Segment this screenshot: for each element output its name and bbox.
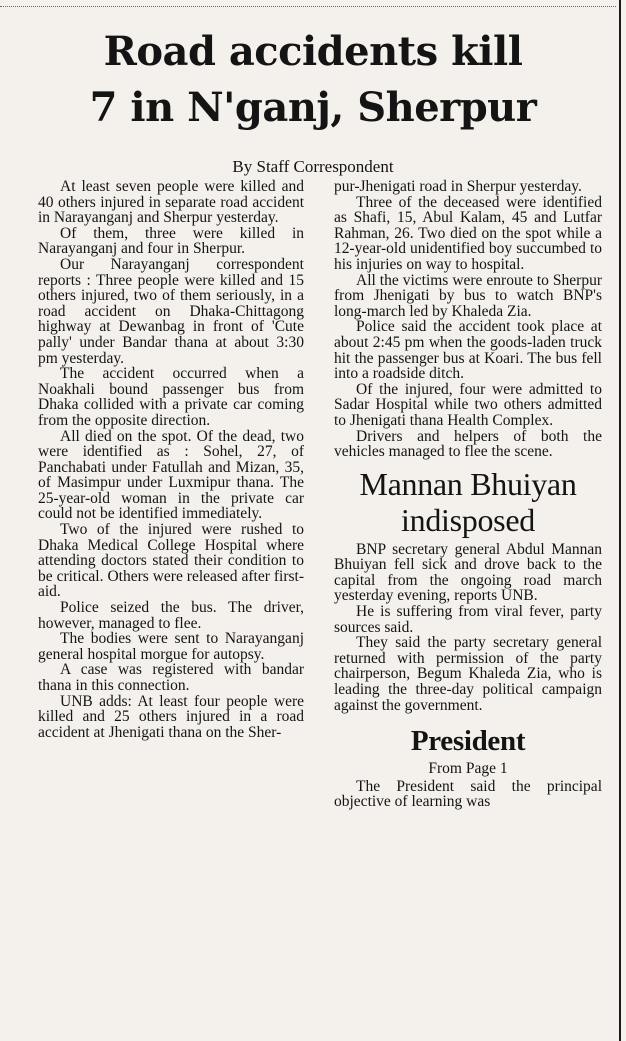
president-headline: President <box>410 725 526 758</box>
headline-line-2: 7 in N'ganj, Sherpur <box>89 84 537 131</box>
paragraph: Drivers and helpers of both the vehicles managed to flee the scene. <box>334 427 602 461</box>
paragraph: All the victims were enroute to Sherpur from Jhenigati by bus to watch BNP's long-march led by Khaleda Zia. <box>334 271 602 320</box>
mannan-headline-line-2: indisposed <box>401 501 535 538</box>
top-dotted-rule <box>0 0 626 7</box>
mannan-headline <box>334 466 602 538</box>
paragraph: At least seven people were killed and 40 others injured in separate road accident in Narayanganj and Sherpur yesterday. <box>38 178 304 227</box>
left-column <box>38 179 304 740</box>
continued-from-label: From Page 1 <box>428 760 508 778</box>
paragraph: He is suffering from viral fever, party sources said. <box>334 603 602 636</box>
headline-line-1: Road accidents kill <box>103 28 523 75</box>
paragraph: The bodies were sent to Narayanganj general hospital morgue for autopsy. <box>38 630 304 663</box>
paragraph: pur-Jhenigati road in Sherpur yesterday. <box>334 178 582 195</box>
byline: By Staff Correspondent <box>232 157 394 176</box>
paragraph: Police said the accident took place at about 2:45 pm when the goods-laden truck hit the passenger bus at Koari. The bus fell into a roadside ditch. <box>334 318 602 383</box>
paragraph: Three of the deceased were identified as Shafi, 15, Abul Kalam, 45 and Lutfar Rahman, 26. Two died on the spot while a 12-year-old unidentified boy succumbed to his injuries on way to hospital. <box>334 193 602 273</box>
paragraph: UNB adds: At least four people were killed and 25 others injured in a road accident at Jhenigati thana on the Sher- <box>38 692 304 741</box>
paragraph: The President said the principal objective of learning was <box>334 777 602 811</box>
paragraph: The accident occurred when a Noakhali bound passenger bus from Dhaka collided with a private car coming from the opposite direction. <box>38 365 304 429</box>
paragraph: Two of the injured were rushed to Dhaka Medical College Hospital where attending doctors stated their condition to be critical. Others were released after first-aid. <box>38 521 304 601</box>
main-headline <box>0 24 626 136</box>
paragraph: BNP secretary general Abdul Mannan Bhuiyan fell sick and drove back to the capital from the ongoing road march yesterday evening, reports UNB. <box>334 540 602 605</box>
right-column <box>334 179 602 810</box>
paragraph: All died on the spot. Of the dead, two were identified as : Sohel, 27, of Panchabati under Fatullah and Mizan, 35, of Masimpur under Luxmipur thana. The 25-year-old woman in the private car could not be identified immediately. <box>38 427 304 523</box>
paragraph: Of them, three were killed in Narayanganj and four in Sherpur. <box>38 224 304 258</box>
paragraph: Police seized the bus. The driver, however, managed to flee. <box>38 599 304 632</box>
mannan-headline-line-1: Mannan Bhuiyan <box>359 465 577 502</box>
paragraph: A case was registered with bandar thana in this connection. <box>38 661 304 694</box>
paragraph: Our Narayanganj correspondent reports : Three people were killed and 15 others injured, two of them seriously, in a road accident on Dhaka-Chittagong highway at Dewanbag in front of 'Cute pally' under Bandar thana at about 3:30 pm yesterday. <box>38 255 304 367</box>
paragraph: Of the injured, four were admitted to Sadar Hospital while two others admitted to Jhenigati thana Health Complex. <box>334 380 602 429</box>
paragraph: They said the party secretary general returned with permission of the party chairperson, Begum Khaleda Zia, who is leading the three-day political campaign against the government. <box>334 634 602 714</box>
